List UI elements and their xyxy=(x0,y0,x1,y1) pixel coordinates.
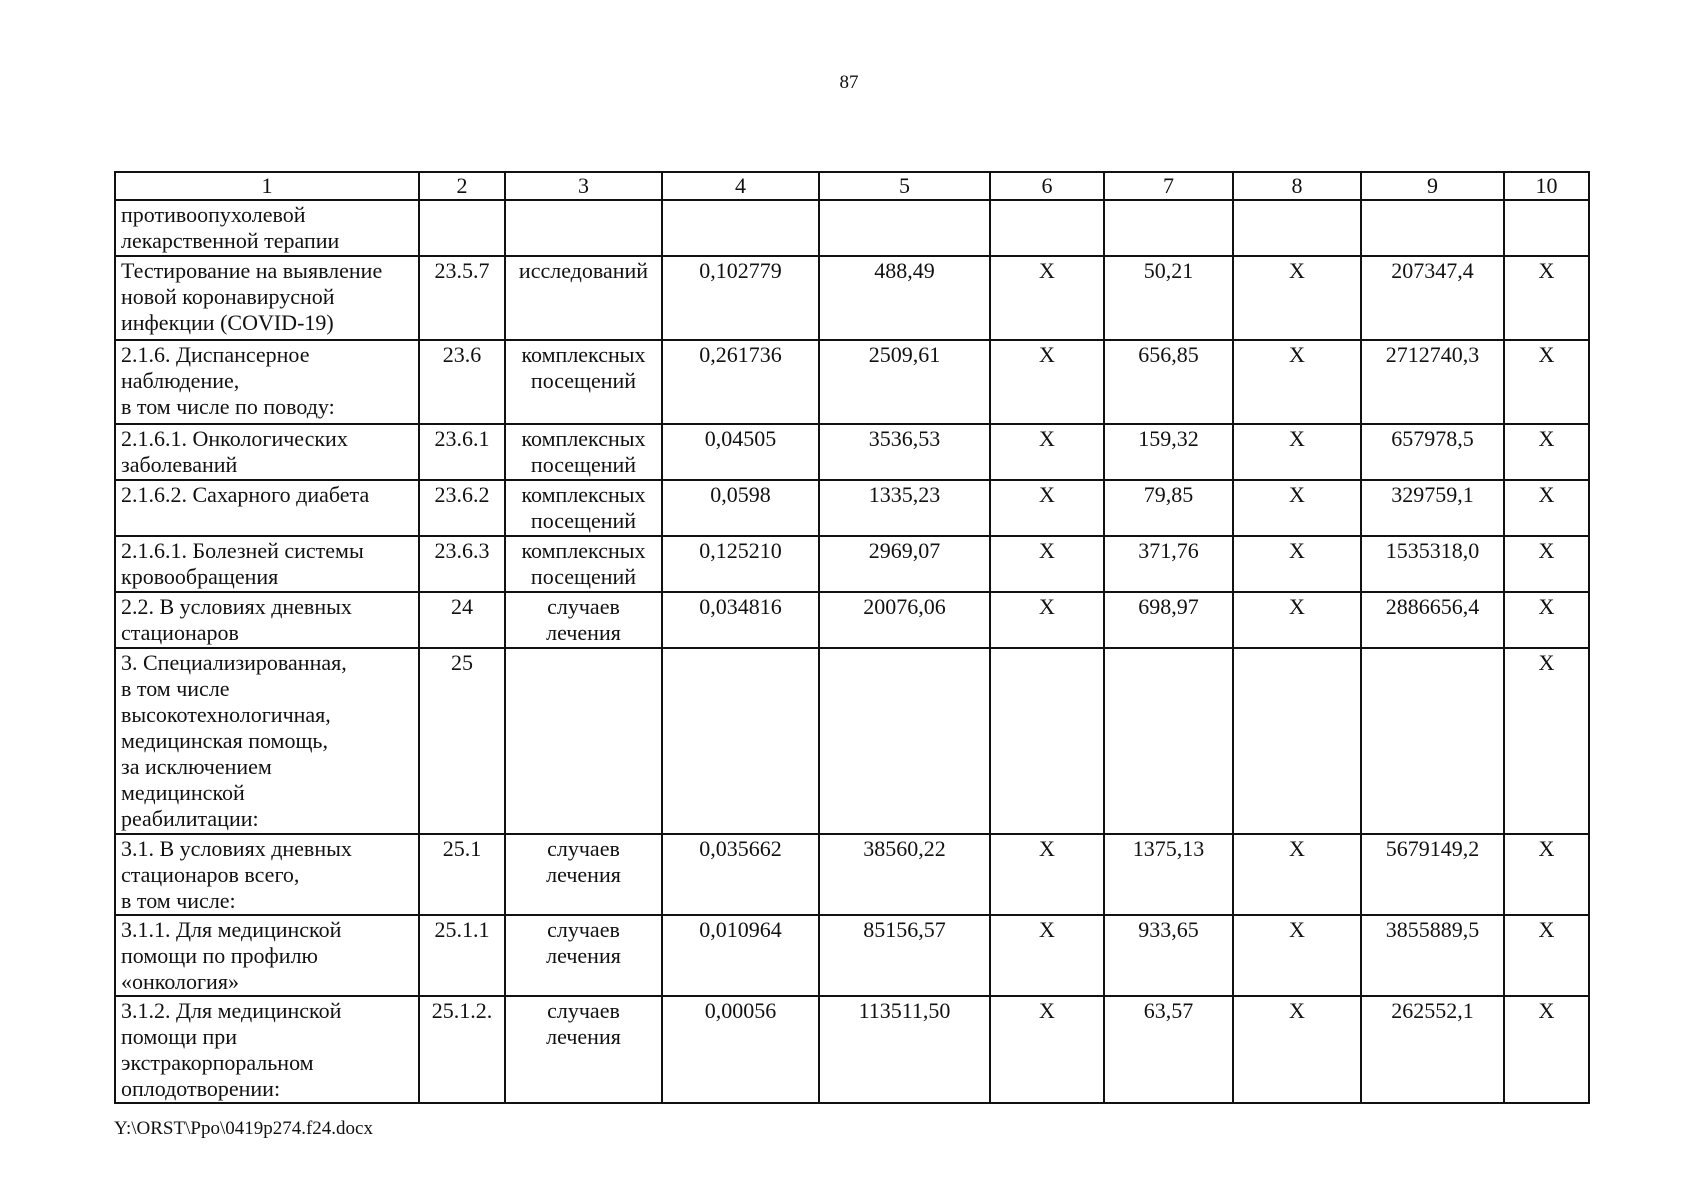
cell-name: противоопухолевой лекарственной терапии xyxy=(115,200,419,256)
cell-per-capita: 1375,13 xyxy=(1104,834,1233,915)
cell-total-sum xyxy=(1361,200,1504,256)
cell-col10: X xyxy=(1504,256,1589,340)
header-cell: 7 xyxy=(1104,172,1233,200)
cell-unit: случаев лечения xyxy=(505,915,662,996)
cell-per-capita xyxy=(1104,648,1233,834)
cell-col10: X xyxy=(1504,480,1589,536)
cell-volume-norm: 0,102779 xyxy=(662,256,819,340)
cell-cost-norm: 113511,50 xyxy=(819,996,990,1103)
header-cell: 1 xyxy=(115,172,419,200)
header-cell: 6 xyxy=(990,172,1104,200)
cell-col6: X xyxy=(990,834,1104,915)
cell-volume-norm: 0,00056 xyxy=(662,996,819,1103)
cell-col6: X xyxy=(990,592,1104,648)
cell-per-capita: 656,85 xyxy=(1104,340,1233,424)
cell-per-capita: 79,85 xyxy=(1104,480,1233,536)
cell-col10: X xyxy=(1504,996,1589,1103)
cell-name: 2.1.6.2. Сахарного диабета xyxy=(115,480,419,536)
cell-name: 3.1.1. Для медицинской помощи по профилю «онкология» xyxy=(115,915,419,996)
cell-unit: комплексных посещений xyxy=(505,480,662,536)
cell-col8: X xyxy=(1233,592,1361,648)
cell-total-sum: 207347,4 xyxy=(1361,256,1504,340)
cell-name: 3.1. В условиях дневных стационаров всего, в том числе: xyxy=(115,834,419,915)
cell-name: 2.1.6.1. Онкологических заболеваний xyxy=(115,424,419,480)
cell-unit: комплексных посещений xyxy=(505,340,662,424)
cell-unit: случаев лечения xyxy=(505,592,662,648)
page-number: 87 xyxy=(839,72,859,93)
cell-name: 2.1.6. Диспансерное наблюдение, в том числе по поводу: xyxy=(115,340,419,424)
cell-row-code: 23.6.2 xyxy=(419,480,505,536)
cell-cost-norm: 3536,53 xyxy=(819,424,990,480)
cell-per-capita: 371,76 xyxy=(1104,536,1233,592)
cell-row-code: 25.1.2. xyxy=(419,996,505,1103)
header-cell: 3 xyxy=(505,172,662,200)
cell-col8 xyxy=(1233,200,1361,256)
cell-total-sum xyxy=(1361,648,1504,834)
cell-col6: X xyxy=(990,480,1104,536)
cell-col6 xyxy=(990,648,1104,834)
cell-cost-norm: 488,49 xyxy=(819,256,990,340)
table-row xyxy=(115,648,1589,834)
cell-total-sum: 657978,5 xyxy=(1361,424,1504,480)
cell-total-sum: 2886656,4 xyxy=(1361,592,1504,648)
cell-col8: X xyxy=(1233,340,1361,424)
cell-col10: X xyxy=(1504,340,1589,424)
cell-col6: X xyxy=(990,536,1104,592)
cell-cost-norm xyxy=(819,648,990,834)
cell-unit: комплексных посещений xyxy=(505,424,662,480)
cell-cost-norm xyxy=(819,200,990,256)
cell-per-capita xyxy=(1104,200,1233,256)
cell-volume-norm: 0,125210 xyxy=(662,536,819,592)
cell-row-code: 23.6.1 xyxy=(419,424,505,480)
cell-col8: X xyxy=(1233,996,1361,1103)
header-cell: 2 xyxy=(419,172,505,200)
cell-volume-norm: 0,034816 xyxy=(662,592,819,648)
header-cell: 9 xyxy=(1361,172,1504,200)
cell-unit xyxy=(505,648,662,834)
table-row xyxy=(115,834,1589,915)
cell-cost-norm: 1335,23 xyxy=(819,480,990,536)
cell-col8: X xyxy=(1233,915,1361,996)
cell-cost-norm: 2969,07 xyxy=(819,536,990,592)
cell-cost-norm: 85156,57 xyxy=(819,915,990,996)
header-cell: 4 xyxy=(662,172,819,200)
data-table xyxy=(114,171,1590,1104)
cell-total-sum: 2712740,3 xyxy=(1361,340,1504,424)
cell-cost-norm: 2509,61 xyxy=(819,340,990,424)
table-row xyxy=(115,536,1589,592)
table-row xyxy=(115,592,1589,648)
cell-name: 3. Специализированная, в том числе высокотехнологичная, медицинская помощь, за исключением медицинской реабилитации: xyxy=(115,648,419,834)
cell-row-code: 23.5.7 xyxy=(419,256,505,340)
cell-unit: комплексных посещений xyxy=(505,536,662,592)
table-row xyxy=(115,340,1589,424)
cell-volume-norm: 0,261736 xyxy=(662,340,819,424)
cell-row-code: 25.1.1 xyxy=(419,915,505,996)
cell-col6: X xyxy=(990,915,1104,996)
cell-unit xyxy=(505,200,662,256)
cell-row-code xyxy=(419,200,505,256)
cell-volume-norm: 0,035662 xyxy=(662,834,819,915)
header-cell: 5 xyxy=(819,172,990,200)
table-row xyxy=(115,424,1589,480)
cell-per-capita: 50,21 xyxy=(1104,256,1233,340)
cell-col8 xyxy=(1233,648,1361,834)
cell-name: 2.1.6.1. Болезней системы кровообращения xyxy=(115,536,419,592)
cell-row-code: 24 xyxy=(419,592,505,648)
table-row xyxy=(115,480,1589,536)
cell-volume-norm: 0,010964 xyxy=(662,915,819,996)
cell-total-sum: 329759,1 xyxy=(1361,480,1504,536)
cell-total-sum: 262552,1 xyxy=(1361,996,1504,1103)
cell-name: 2.2. В условиях дневных стационаров xyxy=(115,592,419,648)
cell-col10: X xyxy=(1504,915,1589,996)
cell-col6: X xyxy=(990,424,1104,480)
cell-unit: случаев лечения xyxy=(505,996,662,1103)
table-row xyxy=(115,915,1589,996)
cell-volume-norm xyxy=(662,648,819,834)
cell-row-code: 23.6.3 xyxy=(419,536,505,592)
cell-col8: X xyxy=(1233,256,1361,340)
cell-col10: X xyxy=(1504,424,1589,480)
cell-unit: исследований xyxy=(505,256,662,340)
cell-per-capita: 159,32 xyxy=(1104,424,1233,480)
cell-per-capita: 63,57 xyxy=(1104,996,1233,1103)
footer-file-path: Y:\ORST\Ppo\0419p274.f24.docx xyxy=(114,1118,373,1139)
table-row xyxy=(115,200,1589,256)
cell-row-code: 23.6 xyxy=(419,340,505,424)
cell-name: 3.1.2. Для медицинской помощи при экстракорпоральном оплодотворении: xyxy=(115,996,419,1103)
cell-row-code: 25.1 xyxy=(419,834,505,915)
cell-volume-norm: 0,0598 xyxy=(662,480,819,536)
cell-col8: X xyxy=(1233,480,1361,536)
cell-cost-norm: 38560,22 xyxy=(819,834,990,915)
cell-col8: X xyxy=(1233,424,1361,480)
cell-col10: X xyxy=(1504,536,1589,592)
cell-unit: случаев лечения xyxy=(505,834,662,915)
table-row xyxy=(115,996,1589,1103)
cell-per-capita: 933,65 xyxy=(1104,915,1233,996)
cell-per-capita: 698,97 xyxy=(1104,592,1233,648)
cell-col10 xyxy=(1504,200,1589,256)
cell-total-sum: 5679149,2 xyxy=(1361,834,1504,915)
cell-col6: X xyxy=(990,996,1104,1103)
cell-col6 xyxy=(990,200,1104,256)
header-cell: 10 xyxy=(1504,172,1589,200)
cell-col10: X xyxy=(1504,592,1589,648)
table-row xyxy=(115,256,1589,340)
cell-row-code: 25 xyxy=(419,648,505,834)
cell-total-sum: 1535318,0 xyxy=(1361,536,1504,592)
header-cell: 8 xyxy=(1233,172,1361,200)
cell-cost-norm: 20076,06 xyxy=(819,592,990,648)
cell-col6: X xyxy=(990,340,1104,424)
cell-col8: X xyxy=(1233,536,1361,592)
cell-col8: X xyxy=(1233,834,1361,915)
cell-name: Тестирование на выявление новой коронавирусной инфекции (COVID-19) xyxy=(115,256,419,340)
cell-volume-norm: 0,04505 xyxy=(662,424,819,480)
cell-col10: X xyxy=(1504,834,1589,915)
cell-total-sum: 3855889,5 xyxy=(1361,915,1504,996)
cell-volume-norm xyxy=(662,200,819,256)
cell-col10: X xyxy=(1504,648,1589,834)
table-header-row xyxy=(115,172,1589,200)
cell-col6: X xyxy=(990,256,1104,340)
